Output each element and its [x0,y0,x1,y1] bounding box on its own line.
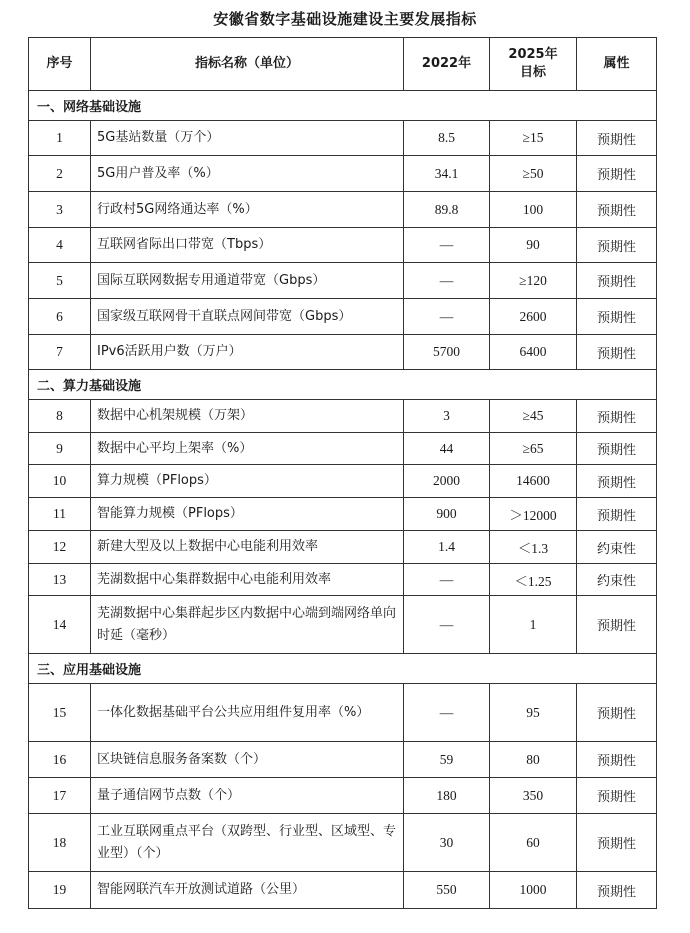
row-number: 2 [29,156,91,192]
header-name: 指标名称（单位） [91,38,404,91]
row-number: 16 [29,742,91,778]
row-number: 5 [29,263,91,299]
target-2025: 1000 [490,872,577,909]
value-2022: — [404,684,490,742]
attribute: 预期性 [577,872,657,909]
section-title: 二、算力基础设施 [29,370,657,400]
target-2025: 90 [490,228,577,263]
section-row [29,370,657,400]
attribute: 预期性 [577,299,657,335]
target-2025: 80 [490,742,577,778]
attribute: 预期性 [577,228,657,263]
target-2025: 6400 [490,335,577,370]
attribute: 预期性 [577,684,657,742]
row-number: 10 [29,465,91,498]
indicator-name: 芜湖数据中心集群数据中心电能利用效率 [91,564,404,596]
attribute: 预期性 [577,498,657,531]
section-title: 三、应用基础设施 [29,654,657,684]
indicator-name: 工业互联网重点平台（双跨型、行业型、区域型、专业型）（个） [91,814,404,872]
row-number: 11 [29,498,91,531]
row-number: 18 [29,814,91,872]
value-2022: 8.5 [404,121,490,156]
target-2025: ≥45 [490,400,577,433]
value-2022: 89.8 [404,192,490,228]
section-title: 一、网络基础设施 [29,91,657,121]
row-number: 6 [29,299,91,335]
header-2025 [490,38,577,91]
attribute: 预期性 [577,263,657,299]
header-attr: 属性 [577,38,657,91]
row-number: 14 [29,596,91,654]
row-number: 1 [29,121,91,156]
table-row [29,192,657,228]
target-2025: 100 [490,192,577,228]
target-2025: ≥65 [490,433,577,465]
target-2025: 95 [490,684,577,742]
header-row [29,38,657,91]
attribute: 预期性 [577,596,657,654]
indicator-name: 智能网联汽车开放测试道路（公里） [91,872,404,909]
table-body [29,91,657,909]
value-2022: 900 [404,498,490,531]
table-row [29,335,657,370]
table-row [29,814,657,872]
attribute: 预期性 [577,335,657,370]
attribute: 预期性 [577,742,657,778]
row-number: 8 [29,400,91,433]
indicator-name: 国际互联网数据专用通道带宽（Gbps） [91,263,404,299]
header-2022-label: 2022年 [421,56,472,71]
indicator-name: IPv6活跃用户数（万户） [91,335,404,370]
target-2025: 2600 [490,299,577,335]
indicator-name: 新建大型及以上数据中心电能利用效率 [91,531,404,564]
indicator-name: 数据中心机架规模（万架） [91,400,404,433]
target-2025: 14600 [490,465,577,498]
attribute: 预期性 [577,778,657,814]
value-2022: — [404,564,490,596]
row-number: 4 [29,228,91,263]
attribute: 预期性 [577,433,657,465]
attribute: 预期性 [577,400,657,433]
header-2022 [404,38,490,91]
indicator-name: 量子通信网节点数（个） [91,778,404,814]
value-2022: 30 [404,814,490,872]
table-row [29,498,657,531]
value-2022: 44 [404,433,490,465]
attribute: 约束性 [577,531,657,564]
value-2022: 59 [404,742,490,778]
row-number: 19 [29,872,91,909]
table-row [29,299,657,335]
row-number: 17 [29,778,91,814]
value-2022: 34.1 [404,156,490,192]
table-row [29,596,657,654]
indicator-name: 芜湖数据中心集群起步区内数据中心端到端网络单向时延（毫秒） [91,596,404,654]
table-row [29,872,657,909]
value-2022: 1.4 [404,531,490,564]
table-row [29,564,657,596]
indicator-name: 5G基站数量（万个） [91,121,404,156]
target-2025: ＜1.25 [490,564,577,596]
indicator-name: 互联网省际出口带宽（Tbps） [91,228,404,263]
target-2025: 350 [490,778,577,814]
header-2025-label: 2025年 [508,47,558,62]
attribute: 预期性 [577,465,657,498]
indicator-table [28,37,657,909]
target-2025: ＜1.3 [490,531,577,564]
value-2022: — [404,263,490,299]
table-row [29,121,657,156]
value-2022: — [404,596,490,654]
value-2022: — [404,299,490,335]
value-2022: 550 [404,872,490,909]
row-number: 7 [29,335,91,370]
indicator-name: 区块链信息服务备案数（个） [91,742,404,778]
row-number: 15 [29,684,91,742]
indicator-name: 国家级互联网骨干直联点网间带宽（Gbps） [91,299,404,335]
attribute: 预期性 [577,121,657,156]
value-2022: — [404,228,490,263]
table-row [29,156,657,192]
value-2022: 5700 [404,335,490,370]
section-row [29,91,657,121]
table-row [29,400,657,433]
table-row [29,742,657,778]
value-2022: 180 [404,778,490,814]
attribute: 预期性 [577,192,657,228]
target-2025: ≥120 [490,263,577,299]
table-title: 安徽省数字基础设施建设主要发展指标 [213,10,477,28]
target-2025: ≥50 [490,156,577,192]
target-2025: ≥15 [490,121,577,156]
target-2025: 60 [490,814,577,872]
indicator-name: 智能算力规模（PFlops） [91,498,404,531]
row-number: 3 [29,192,91,228]
table-row [29,228,657,263]
attribute: 预期性 [577,156,657,192]
header-num: 序号 [29,38,91,91]
value-2022: 3 [404,400,490,433]
table-row [29,465,657,498]
indicator-name: 算力规模（PFlops） [91,465,404,498]
table-row [29,433,657,465]
target-2025: 1 [490,596,577,654]
table-row [29,684,657,742]
indicator-name: 一体化数据基础平台公共应用组件复用率（%） [91,684,404,742]
attribute: 约束性 [577,564,657,596]
row-number: 13 [29,564,91,596]
attribute: 预期性 [577,814,657,872]
indicator-name: 行政村5G网络通达率（%） [91,192,404,228]
indicator-name: 数据中心平均上架率（%） [91,433,404,465]
table-row [29,531,657,564]
table-row [29,778,657,814]
table-row [29,263,657,299]
header-target-label: 目标 [519,65,546,80]
row-number: 12 [29,531,91,564]
target-2025: ＞12000 [490,498,577,531]
value-2022: 2000 [404,465,490,498]
section-row [29,654,657,684]
row-number: 9 [29,433,91,465]
indicator-name: 5G用户普及率（%） [91,156,404,192]
